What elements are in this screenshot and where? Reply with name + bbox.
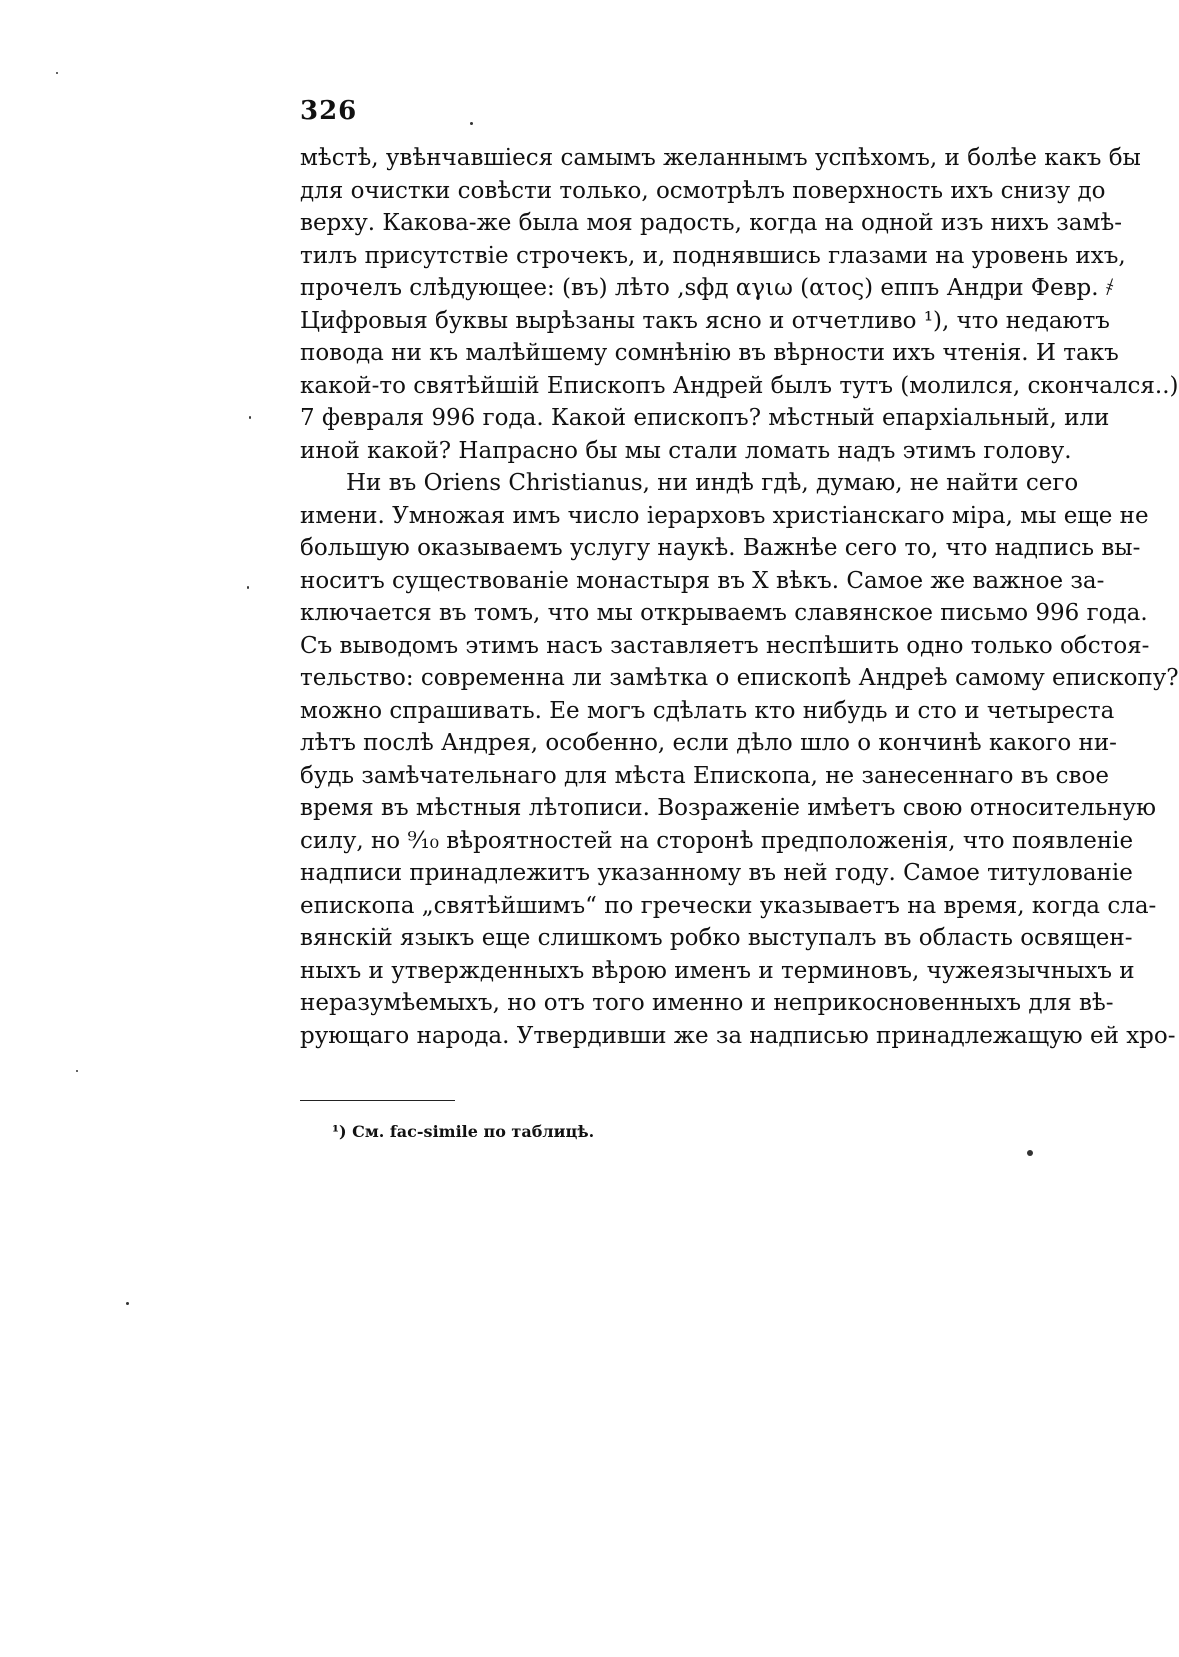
scan-speck: [126, 1302, 129, 1305]
scan-speck: [1027, 1150, 1033, 1156]
text-line: лѣтъ послѣ Андрея, особенно, если дѣло шло о кончинѣ какого ни-: [300, 730, 1117, 756]
text-line: ключается въ томъ, что мы открываемъ славянское письмо 996 года.: [300, 600, 1148, 626]
text-line: Съ выводомъ этимъ насъ заставляетъ неспѣшить одно только обстоя-: [300, 632, 1150, 659]
text-line: мѣстѣ, увѣнчавшіеся самымъ желаннымъ успѣхомъ, и болѣе какъ бы: [300, 145, 1141, 171]
text-line: прочелъ слѣдующее: (въ) лѣто ,ѕфд αγιω (ατος) еппъ Андри Февр. ҂: [300, 275, 1114, 301]
text-line: носитъ существованіе монастыря въ X вѣкъ. Самое же важное за-: [300, 567, 1105, 594]
text-line: какой-то святѣйшій Епископъ Андрей былъ тутъ (молился, скончался..): [300, 372, 1179, 399]
text-line: тилъ присутствіе строчекъ, и, поднявшись глазами на уровень ихъ,: [300, 242, 1126, 269]
text-line: силу, но ⁹⁄₁₀ вѣроятностей на сторонѣ предположенія, что появленіе: [300, 827, 1134, 854]
text-line: время въ мѣстныя лѣтописи. Возраженіе имѣетъ свою относительную: [300, 795, 1157, 821]
scan-speck: [76, 1070, 78, 1072]
scan-speck: [247, 586, 249, 589]
text-line: Ни въ Oriens Christianus, ни индѣ гдѣ, думаю, не найти сего: [346, 470, 1079, 496]
body-text: [300, 142, 1179, 1052]
scan-speck: [249, 416, 251, 419]
text-line: вянскій языкъ еще слишкомъ робко выступалъ въ область освящен-: [300, 925, 1133, 951]
text-line: Цифровыя буквы вырѣзаны такъ ясно и отчетливо ¹), что недаютъ: [300, 307, 1110, 334]
text-line: будь замѣчательнаго для мѣста Епископа, не занесеннаго въ свое: [300, 762, 1109, 789]
text-line: надписи принадлежитъ указанному въ ней году. Самое титулованіе: [300, 860, 1133, 886]
text-line: епископа „святѣйшимъ“ по гречески указываетъ на время, когда сла-: [300, 892, 1157, 919]
text-line: можно спрашивать. Ее могъ сдѣлать кто нибудь и сто и четыреста: [300, 697, 1115, 724]
text-line: рующаго народа. Утвердивши же за надписью принадлежащую ей хро-: [300, 1022, 1176, 1049]
text-line: ныхъ и утвержденныхъ вѣрою именъ и терминовъ, чужеязычныхъ и: [300, 957, 1135, 984]
page-number: 326: [300, 96, 358, 126]
footnote-rule: [300, 1100, 455, 1101]
paragraph-2: [300, 467, 1179, 1052]
text-line: неразумѣемыхъ, но отъ того именно и неприкосновенныхъ для вѣ-: [300, 990, 1114, 1016]
text-line: иной какой? Напрасно бы мы стали ломать надъ этимъ голову.: [300, 437, 1072, 464]
paragraph-1: [300, 142, 1179, 467]
text-line: 7 февраля 996 года. Какой епископъ? мѣстный епархіальный, или: [300, 405, 1110, 431]
text-line: тельство: современна ли замѣтка о епископѣ Андреѣ самому епископу?: [300, 665, 1179, 691]
text-line: повода ни къ малѣйшему сомнѣнію въ вѣрности ихъ чтенія. И такъ: [300, 340, 1119, 366]
text-line: большую оказываемъ услугу наукѣ. Важнѣе сего то, что надпись вы-: [300, 535, 1141, 561]
text-line: имени. Умножая имъ число іерарховъ христіанскаго міра, мы еще не: [300, 502, 1149, 529]
footnote: ¹) См. fac-simile по таблицѣ.: [332, 1122, 595, 1141]
scan-speck: [56, 72, 58, 74]
text-line: для очистки совѣсти только, осмотрѣлъ поверхность ихъ снизу до: [300, 177, 1106, 204]
text-line: верху. Какова-же была моя радость, когда на одной изъ нихъ замѣ-: [300, 210, 1123, 236]
scan-speck: [470, 122, 473, 125]
